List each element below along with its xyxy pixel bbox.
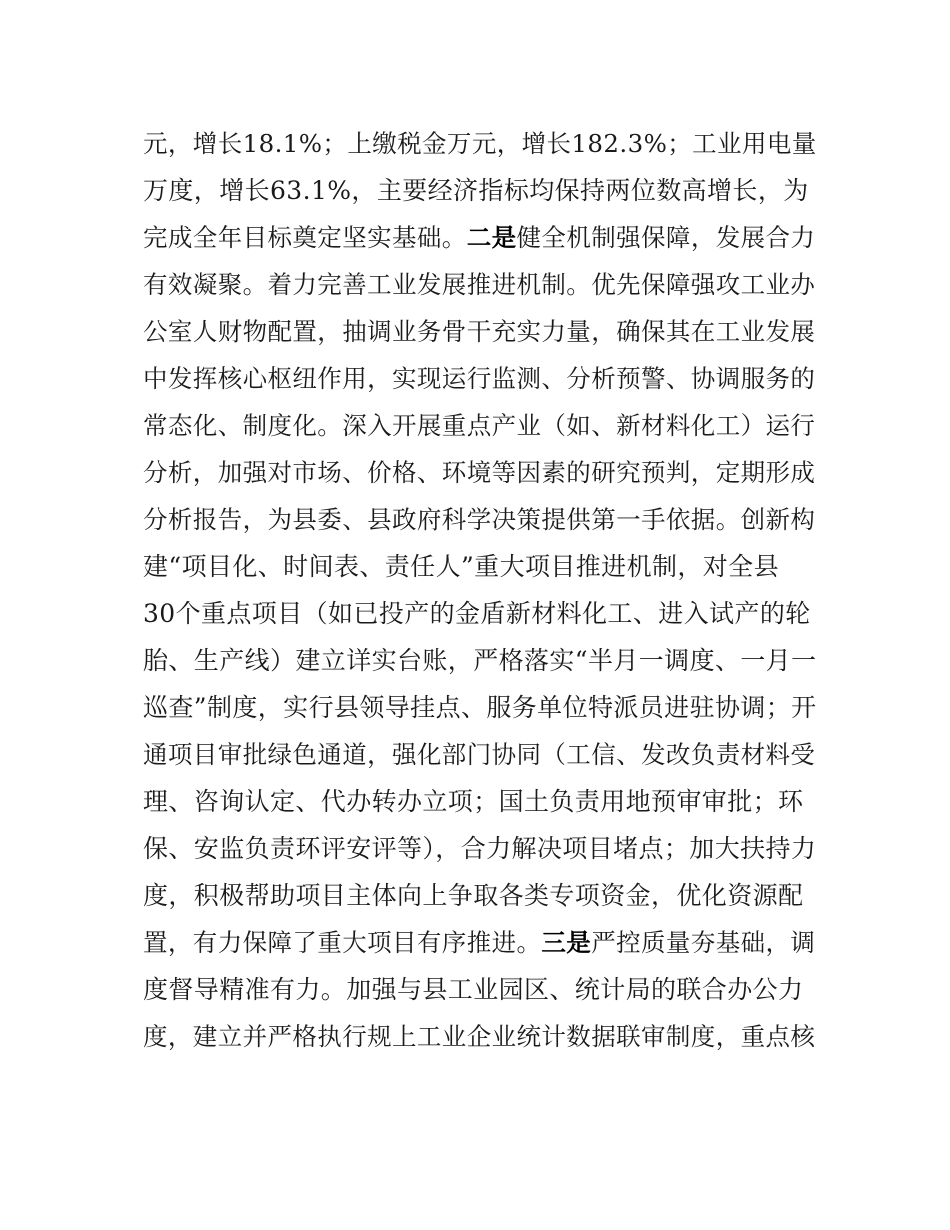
text-line [143,312,823,359]
text-segment: 健全机制强保障，发展合力 [516,223,816,252]
text-line [143,406,823,453]
text-segment: 元，增长18.1%；上缴税金万元，增长182.3%；工业用电量 [143,129,817,158]
text-line [143,171,823,218]
text-line [143,547,823,594]
text-segment: 度督导精准有力。加强与县工业园区、统计局的联合办公力 [143,975,804,1004]
bold-keyword: 二是 [466,223,517,252]
text-line [143,970,823,1017]
text-line [143,876,823,923]
text-segment: 通项目审批绿色通道，强化部门协同（工信、发改负责材料受 [143,740,816,769]
text-line [143,265,823,312]
text-segment: 度，建立并严格执行规上工业企业统计数据联审制度，重点核 [143,1022,816,1051]
text-segment: 保、安监负责环评安评等），合力解决项目堵点；加大扶持力 [143,834,817,863]
text-segment: 理、咨询认定、代办转办立项；国土负责用地预审审批；环 [143,787,804,816]
text-segment: 置，有力保障了重大项目有序推进。 [143,928,542,957]
text-line [143,594,823,641]
text-line [143,641,823,688]
text-segment: 分析，加强对市场、价格、环境等因素的研究预判，定期形成 [143,458,816,487]
text-segment: 胎、生产线）建立详实台账，严格落实“半月一调度、一月一 [143,646,817,675]
text-line [143,782,823,829]
text-line [143,829,823,876]
text-segment: 度，积极帮助项目主体向上争取各类专项资金，优化资源配 [143,881,804,910]
text-line [143,218,823,265]
bold-keyword: 三是 [541,928,592,957]
text-segment: 常态化、制度化。深入开展重点产业（如、新材料化工）运行 [143,411,816,440]
text-line [143,735,823,782]
text-line [143,923,823,970]
text-segment: 完成全年目标奠定坚实基础。 [143,223,467,252]
text-line [143,1017,823,1064]
text-line [143,453,823,500]
text-segment: 中发挥核心枢纽作用，实现运行监测、分析预警、协调服务的 [143,364,816,393]
text-line [143,500,823,547]
text-line [143,124,823,171]
text-segment: 严控质量夯基础，调 [591,928,816,957]
text-segment: 有效凝聚。着力完善工业发展推进机制。优先保障强攻工业办 [143,270,816,299]
text-segment: 巡查”制度，实行县领导挂点、服务单位特派员进驻协调；开 [143,693,817,722]
text-segment: 建“项目化、时间表、责任人”重大项目推进机制，对全县 [143,552,779,581]
text-line [143,688,823,735]
text-segment: 30个重点项目（如已投产的金盾新材料化工、进入试产的轮 [143,599,811,628]
text-segment: 万度，增长63.1%，主要经济指标均保持两位数高增长，为 [143,176,809,205]
text-segment: 分析报告，为县委、县政府科学决策提供第一手依据。创新构 [143,505,816,534]
text-line [143,359,823,406]
text-segment: 公室人财物配置，抽调业务骨干充实力量，确保其在工业发展 [143,317,816,346]
body-text [143,124,823,1064]
